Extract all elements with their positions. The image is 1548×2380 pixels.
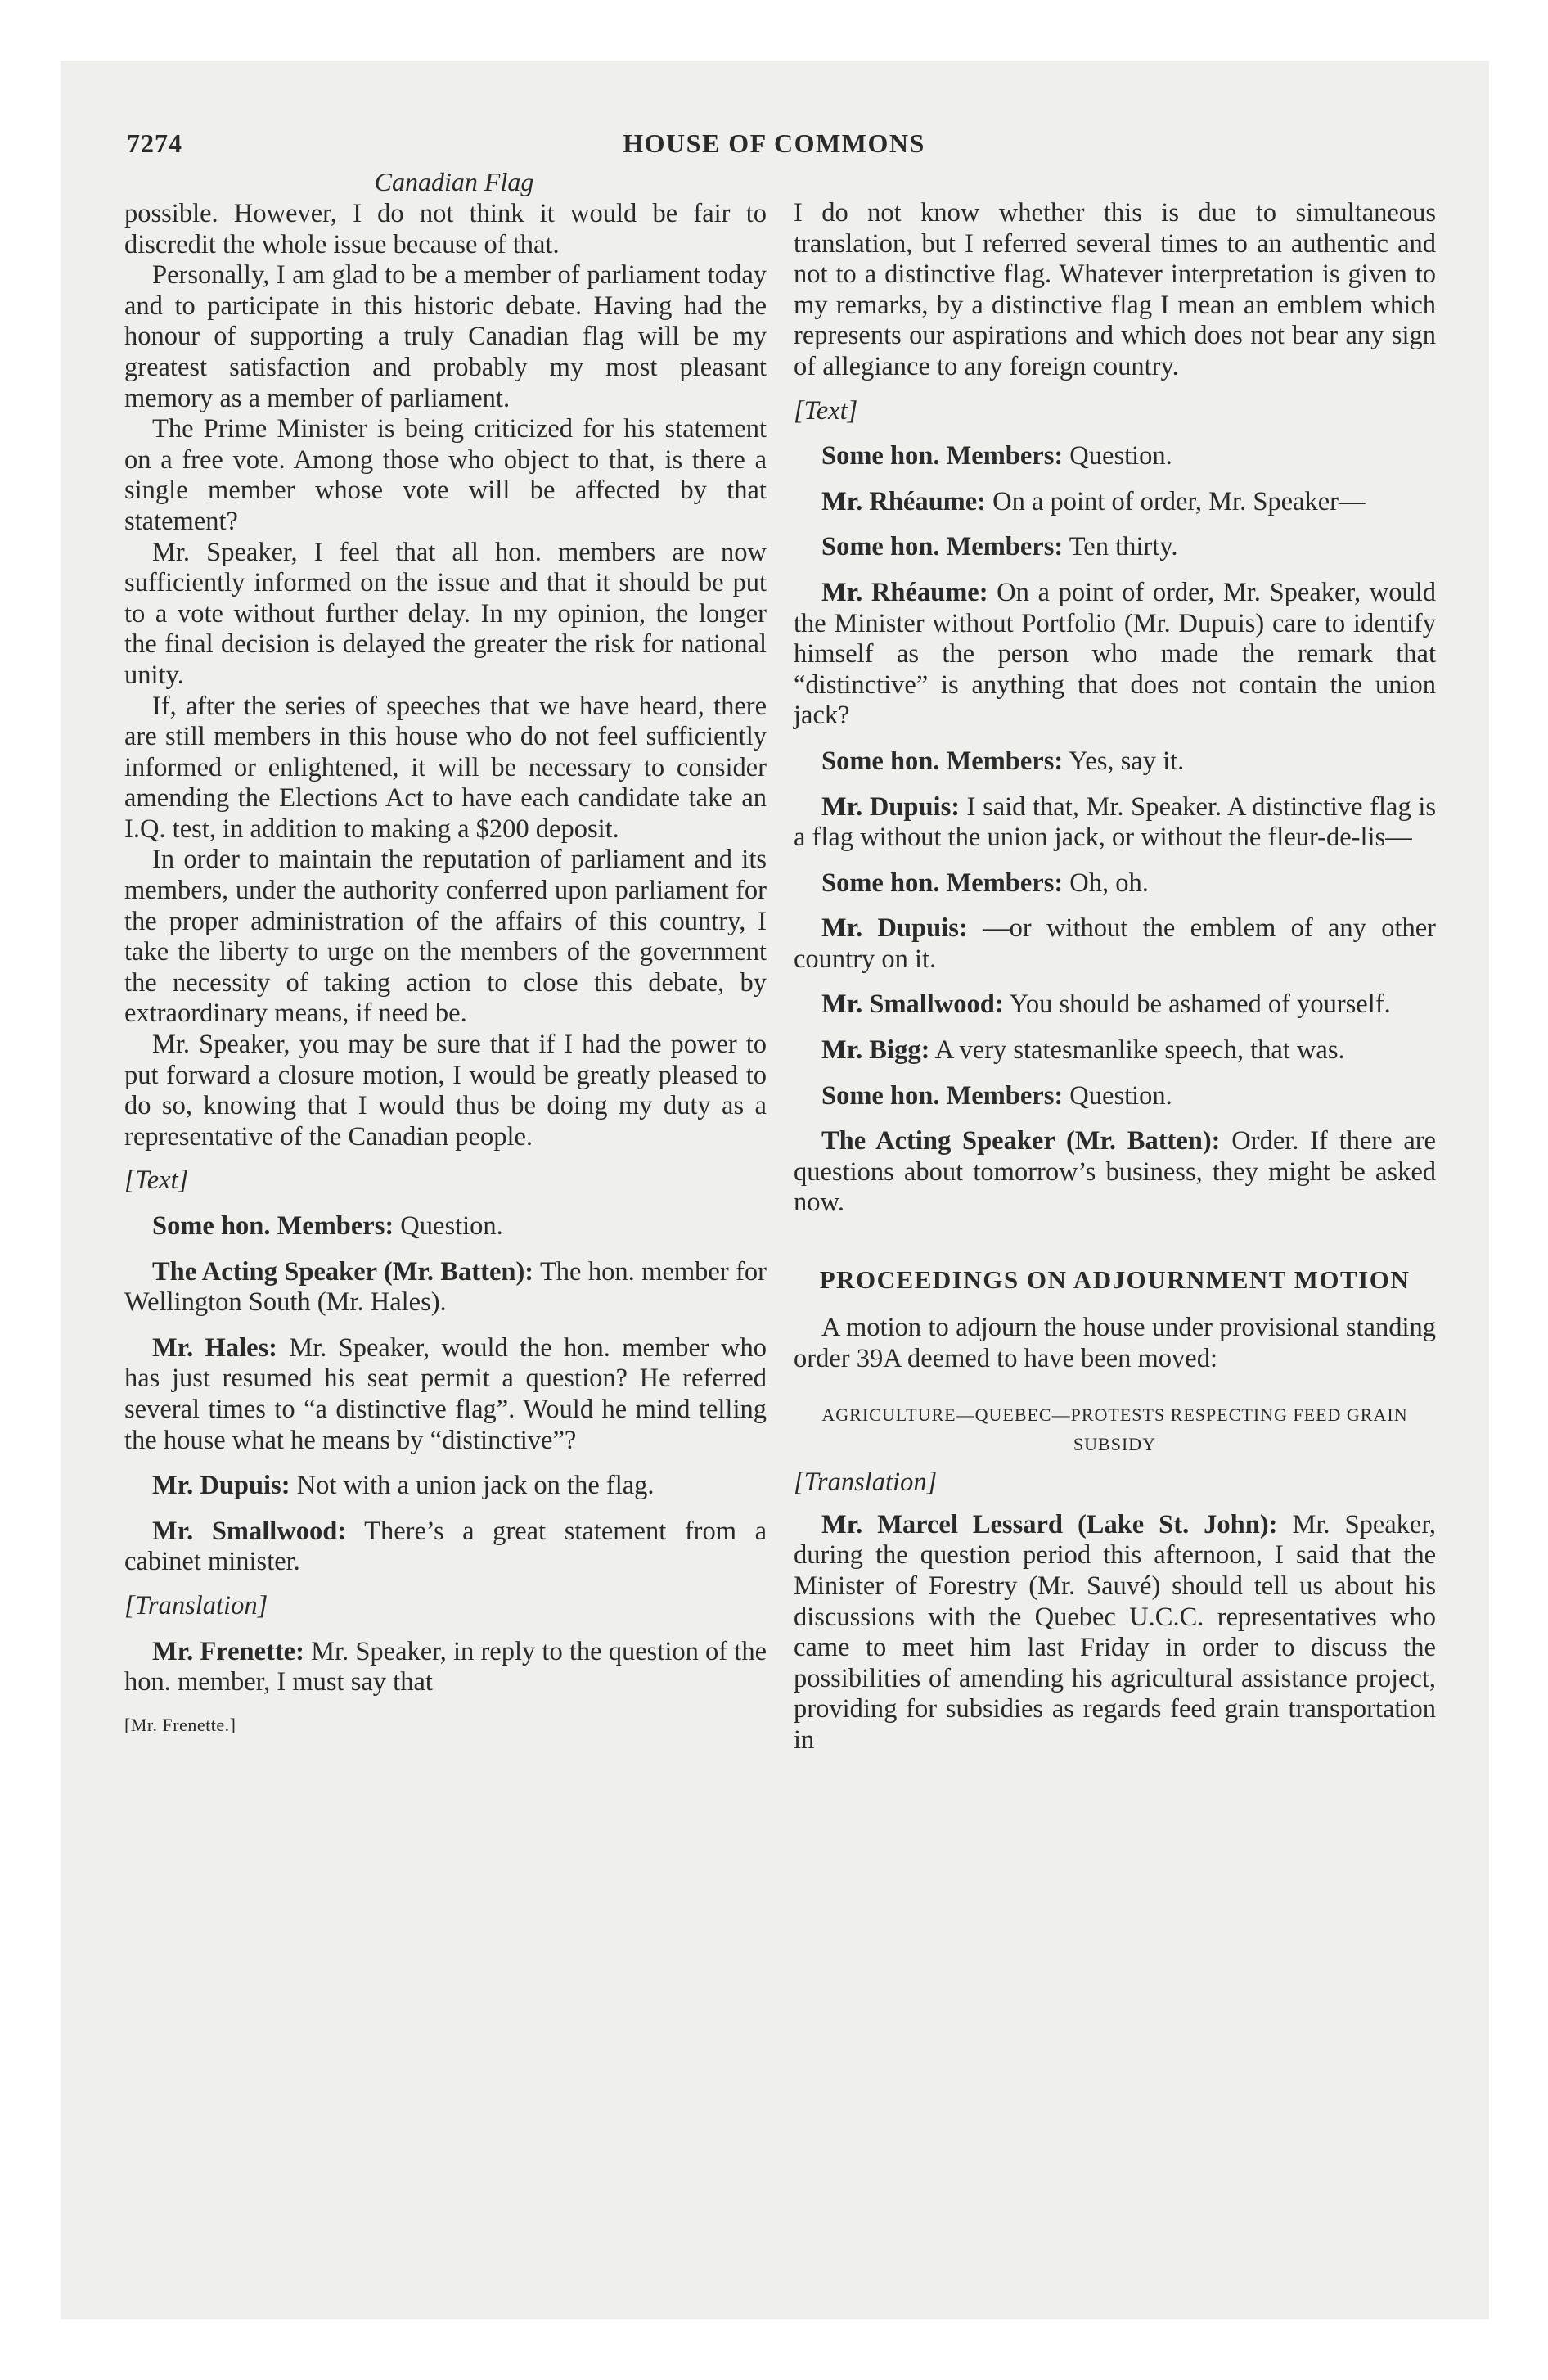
paragraph: Mr. Speaker, I feel that all hon. members are now sufficiently informed on the issue and that it should be put to a vote without further delay. In my opinion, the longer the final decision is delayed the greater the risk for national unity. — [124, 537, 767, 690]
speech-text: A very statesmanlike speech, that was. — [929, 1035, 1345, 1066]
speech-text: There’s a great statement from a cabinet minister. — [124, 1516, 767, 1577]
speaker-name: Some hon. Members: — [821, 532, 1064, 562]
language-tag: [Text] — [124, 1165, 189, 1196]
speaker-name: Mr. Frenette: — [152, 1636, 304, 1666]
speaker-name: Mr. Hales: — [152, 1332, 278, 1363]
left-column — [124, 199, 767, 1740]
paragraph: A motion to adjourn the house under provisional standing order 39A deemed to have been moved: — [794, 1313, 1436, 1373]
speaker-name: Some hon. Members: — [821, 1080, 1064, 1111]
paragraph: The Prime Minister is being criticized for his statement on a free vote. Among those who object to that, is there a single member whose vote will be affected by that statement? — [124, 414, 767, 536]
paragraph: In order to maintain the reputation of parliament and its members, under the authority conferred upon parliament for the proper administration of the affairs of this country, I take the liberty to urge on the members of the government the necessity of taking action to close this debate, by extraordinary means, if need be. — [124, 845, 767, 1029]
language-tag: [Text] — [794, 395, 858, 426]
speaker-name: Mr. Dupuis: — [821, 791, 961, 822]
paragraph: If, after the series of speeches that we have heard, there are still members in this house who do not feel sufficiently informed or enlightened, it will be necessary to consider amending the Elections Act to have each candidate take an I.Q. test, in addition to making a $200 deposit. — [124, 691, 767, 844]
speaker-name: Some hon. Members: — [152, 1211, 394, 1241]
speech — [794, 1126, 1436, 1219]
speech — [124, 1637, 767, 1698]
speech-text: Mr. Speaker, during the question period this afternoon, I said that the Minister of Forestry (Mr. Sauvé) should tell us about his discussions with the Quebec U.C.C. representatives who came to meet him last Friday in order to discuss the possibilities of amending his agricultural assistance project, providing for subsidies as regards feed grain transportation in — [794, 1509, 1436, 1755]
section-head: Canadian Flag — [374, 167, 534, 196]
speaker-name: Mr. Rhéaume: — [821, 577, 988, 607]
speech — [794, 868, 1436, 899]
speech-text: Yes, say it. — [1063, 746, 1185, 776]
paragraph: I do not know whether this is due to simultaneous translation, but I referred several times to an authentic and not to a distinctive flag. Whatever interpretation is given to my remarks, by a distinctive flag I mean an emblem which represents our aspirations and which does not bear any sign of allegiance to any foreign country. — [794, 198, 1436, 381]
speech-text: Not with a union jack on the flag. — [290, 1471, 655, 1501]
speech — [124, 1211, 767, 1242]
speech-text: Mr. Speaker, in reply to the question of the hon. member, I must say that — [124, 1636, 767, 1697]
speech — [794, 989, 1436, 1021]
paragraph: Mr. Speaker, you may be sure that if I had the power to put forward a closure motion, I would be greatly pleased to do so, knowing that I would thus be doing my duty as a representative of the Canadian people. — [124, 1030, 767, 1152]
running-head: HOUSE OF COMMONS — [623, 128, 925, 158]
footer-speaker-note: [Mr. Frenette.] — [124, 1714, 236, 1735]
speech — [794, 792, 1436, 854]
speech-text: Mr. Speaker, would the hon. member who has just resumed his seat permit a question? He referred several times to “a distinctive flag”. Would he mind telling the house what he means by “distinctive”? — [124, 1332, 767, 1455]
speech — [794, 532, 1436, 563]
speaker-name: Some hon. Members: — [821, 868, 1064, 898]
speech-text: I said that, Mr. Speaker. A distinctive flag is a flag without the union jack, or without the fleur-de-lis— — [794, 791, 1437, 853]
speech-text: Order. If there are questions about tomorrow’s business, they might be asked now. — [794, 1126, 1436, 1218]
speech — [124, 1333, 767, 1456]
speaker-name: Mr. Dupuis: — [821, 913, 968, 944]
speech — [794, 578, 1436, 732]
speech — [794, 746, 1436, 778]
speech-text: You should be ashamed of yourself. — [1003, 989, 1391, 1020]
speech — [794, 441, 1436, 472]
speech-text: Oh, oh. — [1063, 868, 1149, 898]
speaker-name: Mr. Smallwood: — [821, 989, 1004, 1020]
speaker-name: Mr. Rhéaume: — [821, 486, 986, 516]
speech — [124, 1471, 767, 1502]
language-tag: [Translation] — [794, 1467, 938, 1498]
speech — [124, 1257, 767, 1318]
speech-text: Question. — [1063, 441, 1172, 471]
speaker-name: The Acting Speaker (Mr. Batten): — [821, 1126, 1221, 1156]
language-tag: [Translation] — [124, 1590, 268, 1620]
speech-text: Question. — [1063, 1080, 1172, 1111]
speaker-name: Some hon. Members: — [821, 441, 1064, 471]
speech-text: —or without the emblem of any other country on it. — [794, 913, 1436, 974]
paragraph: possible. However, I do not think it would be fair to discredit the whole issue because of that. — [124, 199, 767, 259]
speech — [794, 1510, 1436, 1756]
speech-text: On a point of order, Mr. Speaker— — [985, 486, 1366, 516]
speech-text: On a point of order, Mr. Speaker, would the Minister without Portfolio (Mr. Dupuis) care to identify himself as the person who made the remark that “distinctive” is anything that does not contain the union jack? — [794, 577, 1436, 731]
speaker-name: Mr. Bigg: — [821, 1035, 930, 1066]
page-number: 7274 — [127, 128, 182, 158]
subject-heading: AGRICULTURE—QUEBEC—PROTESTS RESPECTING FEED GRAIN SUBSIDY — [821, 1404, 1408, 1455]
speaker-name: Mr. Dupuis: — [152, 1471, 290, 1501]
speaker-name: Mr. Smallwood: — [152, 1516, 347, 1546]
speech — [794, 913, 1436, 975]
speech — [794, 1035, 1436, 1066]
speech — [124, 1517, 767, 1578]
speech — [794, 487, 1436, 518]
speaker-name: The Acting Speaker (Mr. Batten): — [152, 1256, 534, 1287]
paragraph: Personally, I am glad to be a member of parliament today and to participate in this historic debate. Having had the honour of supporting a truly Canadian flag will be my greatest satisfaction and probably my most pleasant memory as a member of parliament. — [124, 260, 767, 413]
right-column — [794, 198, 1436, 1756]
speech-text: Ten thirty. — [1063, 532, 1178, 562]
section-heading: PROCEEDINGS ON ADJOURNMENT MOTION — [819, 1265, 1411, 1295]
speaker-name: Some hon. Members: — [821, 746, 1064, 776]
speech-text: Question. — [394, 1211, 503, 1241]
speech-text: The hon. member for Wellington South (Mr. Hales). — [124, 1256, 767, 1318]
speaker-name: Mr. Marcel Lessard (Lake St. John): — [821, 1509, 1278, 1539]
speech — [794, 1081, 1436, 1112]
